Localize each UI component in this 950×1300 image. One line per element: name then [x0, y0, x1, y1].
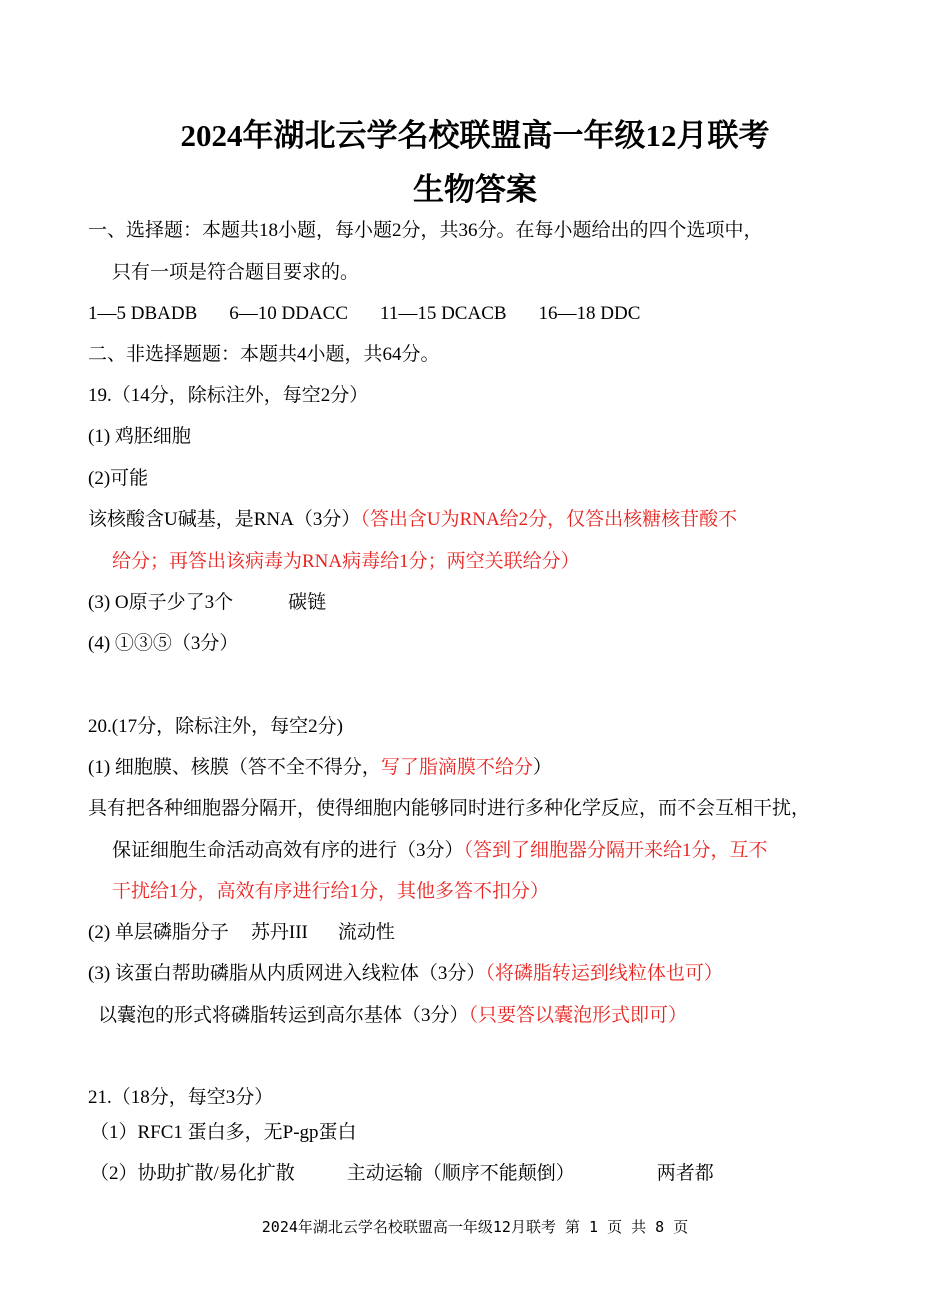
- q20-answer-1-note: 写了脂滴膜不给分: [380, 757, 533, 778]
- q20-answer-3: [88, 962, 723, 986]
- q20-answer-1: [88, 756, 552, 780]
- mc-answers-16-18: 16—18 DDC: [538, 303, 641, 324]
- q20-answer-1b-text: 保证细胞生命活动高效有序的进行（3分）: [112, 840, 464, 861]
- q19-answer-3: [88, 591, 326, 615]
- q19-answer-2b-note: （答出含U为RNA给2分，仅答出核糖核苷酸不: [360, 509, 738, 530]
- q21-answer-2b: 主动运输（顺序不能颠倒）: [346, 1163, 575, 1184]
- q20-answer-1-text: (1) 细胞膜、核膜（答不全不得分，: [88, 757, 381, 778]
- q21-header: 21.（18分，每空3分）: [88, 1087, 274, 1108]
- q20-answer-1b-note-cont: 干扰给1分，高效有序进行给1分，其他多答不扣分）: [112, 881, 550, 902]
- page-subtitle: 生物答案: [413, 172, 537, 207]
- q20-answer-1b-line1: 具有把各种细胞器分隔开，使得细胞内能够同时进行多种化学反应，而不会互相干扰，: [88, 798, 811, 819]
- q21-answer-2: [90, 1162, 714, 1186]
- q20-answer-3-text: (3) 该蛋白帮助磷脂从内质网进入线粒体（3分）: [88, 963, 486, 984]
- q20-answer-3b-note: （只要答以囊泡形式即可）: [468, 1005, 688, 1026]
- q20-answer-2: [88, 921, 395, 945]
- q21-answer-2a: （2）协助扩散/易化扩散: [90, 1163, 295, 1184]
- q20-answer-1b-line2: [112, 839, 768, 863]
- section1-intro-line2: 只有一项是符合题目要求的。: [112, 262, 360, 283]
- mc-answers: [88, 302, 640, 326]
- q21-answer-2c: 两者都: [656, 1163, 714, 1184]
- q19-answer-2b-note-cont: 给分；再答出该病毒为RNA病毒给1分；两空关联给分）: [112, 551, 580, 572]
- q20-answer-1b-note: （答到了细胞器分隔开来给1分，互不: [463, 840, 768, 861]
- section2-header: 二、非选择题题：本题共4小题，共64分。: [88, 344, 440, 365]
- q21-answer-1: （1）RFC1 蛋白多，无P-gp蛋白: [90, 1122, 357, 1143]
- mc-answers-11-15: 11—15 DCACB: [380, 303, 507, 324]
- section1-intro-line1: 一、选择题：本题共18小题，每小题2分，共36分。在每小题给出的四个选项中，: [88, 220, 763, 241]
- q19-answer-3b: 碳链: [288, 592, 327, 613]
- q20-answer-1-end: ）: [532, 757, 552, 778]
- q19-answer-2: (2)可能: [88, 468, 149, 489]
- q19-answer-2b-text: 该核酸含U碱基，是RNA（3分）: [88, 509, 361, 530]
- mc-answers-1-5: 1—5 DBADB: [88, 303, 198, 324]
- q19-header: 19.（14分，除标注外，每空2分）: [88, 385, 369, 406]
- q20-answer-2b: 苏丹III: [250, 922, 308, 943]
- q20-answer-3b: [98, 1004, 687, 1028]
- q20-header: 20.(17分，除标注外，每空2分): [88, 716, 343, 737]
- q19-answer-4: (4) ①③⑤（3分）: [88, 633, 239, 654]
- q19-answer-2b: [88, 508, 737, 532]
- q19-answer-1: (1) 鸡胚细胞: [88, 426, 191, 447]
- q20-answer-3b-text: 以囊泡的形式将磷脂转运到高尔基体（3分）: [98, 1005, 469, 1026]
- q19-answer-3a: (3) O原子少了3个: [88, 592, 234, 613]
- q20-answer-2c: 流动性: [337, 922, 395, 943]
- q20-answer-2a: (2) 单层磷脂分子: [88, 922, 229, 943]
- page-title: 2024年湖北云学名校联盟高一年级12月联考: [180, 118, 770, 153]
- mc-answers-6-10: 6—10 DDACC: [229, 303, 349, 324]
- q20-answer-3-note: （将磷脂转运到线粒体也可）: [485, 963, 723, 984]
- page-footer: 2024年湖北云学名校联盟高一年级12月联考 第 1 页 共 8 页: [261, 1218, 689, 1236]
